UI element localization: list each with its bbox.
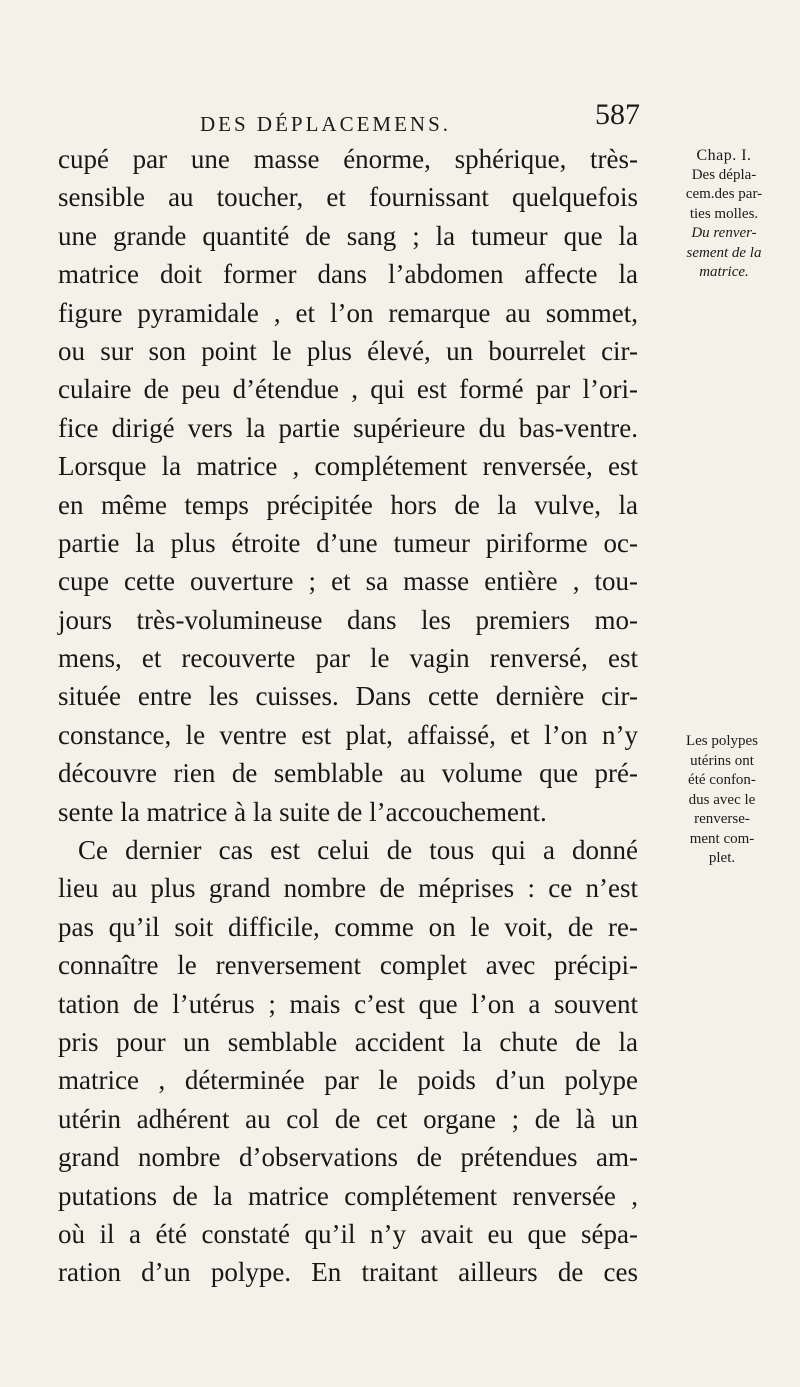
text-line: mens, et recouverte par le vagin renversé, est	[58, 643, 638, 674]
margin-note-line: Du renver-	[691, 225, 757, 241]
text-line: matrice , déterminée par le poids d’un polype	[58, 1065, 638, 1096]
text-line: sensible au toucher, et fournissant quelquefois	[58, 182, 638, 213]
margin-note-line: ment com-	[689, 830, 755, 847]
text-line: Ce dernier cas est celui de tous qui a donné	[78, 835, 638, 866]
text-line: lieu au plus grand nombre de méprises : ce n’est	[58, 873, 638, 904]
text-line: en même temps précipitée hors de la vulve, la	[58, 489, 638, 520]
text-line: une grande quantité de sang ; la tumeur que la	[58, 220, 638, 251]
margin-note-line: renverse-	[694, 811, 750, 827]
text-line: où il a été constaté qu’il n’y avait eu que sépa-	[58, 1218, 638, 1249]
text-line: ration d’un polype. En traitant ailleurs de ces	[58, 1257, 638, 1288]
margin-note-line: dus avec le	[688, 791, 756, 808]
text-line: constance, le ventre est plat, affaissé, et l’on n’y	[58, 719, 638, 750]
text-line: fice dirigé vers la partie supérieure du bas-ventre.	[58, 412, 638, 443]
margin-note-line: ties molles.	[689, 205, 759, 222]
margin-note-line: utérins ont	[690, 752, 754, 769]
margin-note-chap: Chap. I.	[696, 147, 752, 164]
text-line: partie la plus étroite d’une tumeur piriforme oc-	[58, 527, 638, 558]
text-line: pris pour un semblable accident la chute de la	[58, 1026, 638, 1057]
text-line: figure pyramidale , et l’on remarque au sommet,	[58, 297, 638, 328]
text-line: connaître le renversement complet avec précipi-	[58, 950, 638, 981]
margin-note-line: Des dépla-	[691, 166, 757, 183]
margin-note-line: sement de la	[686, 244, 762, 261]
page-number: 587	[595, 98, 640, 131]
text-line: Lorsque la matrice , complétement renversée, est	[58, 451, 638, 482]
running-head: DES DÉPLACEMENS.	[200, 112, 452, 136]
margin-note-polypes	[652, 732, 792, 869]
text-line: sente la matrice à la suite de l’accouchement.	[58, 796, 547, 827]
text-line: tation de l’utérus ; mais c’est que l’on a souvent	[58, 988, 638, 1019]
text-line: pas qu’il soit difficile, comme on le voit, de re-	[58, 911, 638, 942]
margin-note-chapter	[655, 146, 793, 283]
text-line: utérin adhérent au col de cet organe ; de là un	[58, 1103, 638, 1134]
text-line: matrice doit former dans l’abdomen affecte la	[58, 259, 638, 290]
text-line: grand nombre d’observations de prétendues am-	[58, 1142, 638, 1173]
text-line: cupé par une masse énorme, sphérique, très-	[58, 144, 638, 174]
margin-note-line: matrice.	[699, 264, 749, 280]
text-line: située entre les cuisses. Dans cette dernière cir-	[58, 681, 638, 712]
text-line: jours très-volumineuse dans les premiers mo-	[58, 604, 638, 635]
margin-note-line: été confon-	[688, 772, 756, 788]
text-line: découvre rien de semblable au volume que pré-	[58, 758, 638, 789]
text-line: cupe cette ouverture ; et sa masse entière , tou-	[58, 566, 638, 597]
margin-note-line: Les polypes	[685, 733, 759, 749]
text-line: putations de la matrice complétement renversée ,	[58, 1180, 638, 1211]
margin-note-line: plet.	[708, 850, 736, 866]
text-line: culaire de peu d’étendue , qui est formé par l’ori-	[58, 374, 638, 405]
text-line: ou sur son point le plus élevé, un bourrelet cir-	[58, 335, 638, 366]
margin-note-line: cem.des par-	[685, 186, 763, 202]
body-text	[58, 140, 638, 1292]
